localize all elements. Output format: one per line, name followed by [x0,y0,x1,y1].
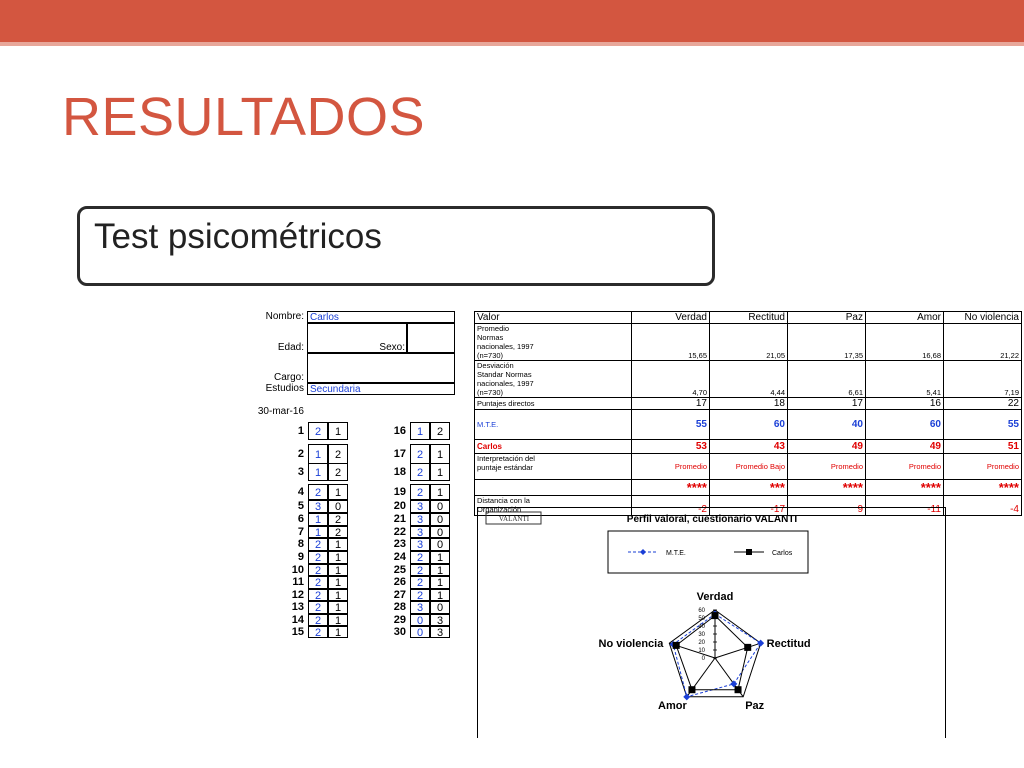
values-row-label-line: Organización [477,505,522,514]
values-row [475,324,1022,361]
values-cell: 21,05 [710,324,788,361]
answer-score-b: 1 [328,551,348,564]
values-row [475,398,1022,410]
values-row-label [475,440,632,454]
header-paz: Paz [788,312,866,324]
values-header-row [475,312,1022,324]
answer-number: 13 [291,601,304,613]
answer-score-a: 2 [308,601,328,614]
values-row-label-line: nacionales, 1997 [477,342,534,351]
answer-number: 10 [291,564,304,576]
answer-score-a: 1 [410,422,430,440]
answer-score-a: 3 [410,538,430,551]
values-cell: Promedio Bajo [710,454,788,480]
sexo-label: Sexo: [379,342,405,353]
values-row-label-line: Interpretación del [477,454,535,463]
answer-score-b: 1 [430,589,450,601]
answer-score-a: 2 [308,422,328,440]
answer-score-b: 0 [430,601,450,614]
answer-number: 19 [393,486,406,498]
answer-score-b: 1 [328,564,348,576]
radar-point-carlos [673,642,680,649]
valanti-logo: VALANTI [498,515,530,523]
values-row-label-line: (n=730) [477,388,504,397]
answer-number: 17 [393,448,406,460]
answer-score-b: 3 [430,614,450,626]
header-verdad: Verdad [632,312,710,324]
answer-score-b: 1 [328,422,348,440]
answer-score-a: 3 [308,500,328,513]
answer-score-b: 1 [430,564,450,576]
values-cell: 16 [866,398,944,410]
values-cell: **** [632,480,710,496]
answer-score-a: 1 [308,444,328,464]
answer-score-b: 1 [328,484,348,500]
answer-score-a: 2 [410,576,430,589]
radar-tick-label: 50 [698,616,705,622]
values-row-label-line: Standar Normas [477,370,532,379]
answer-number: 25 [393,564,406,576]
header-amor: Amor [866,312,944,324]
answer-score-a: 2 [308,538,328,551]
values-row-label [475,361,632,398]
estudios-value: Secundaria [307,383,455,395]
values-cell: 22 [944,398,1022,410]
values-cell: 17,35 [788,324,866,361]
values-row-label-line: (n=730) [477,351,504,360]
answer-score-b: 1 [430,484,450,500]
sexo-box [407,323,455,353]
answer-score-a: 2 [410,564,430,576]
answer-number: 23 [393,538,406,550]
values-row-label-line: puntaje estándar [477,463,533,472]
values-row [475,410,1022,440]
answer-score-a: 2 [308,576,328,589]
answer-score-a: 3 [410,513,430,526]
values-row-label [475,324,632,361]
radar-point-carlos [688,686,695,693]
date-label: 30-mar-16 [257,406,304,417]
answer-score-a: 1 [308,513,328,526]
radar-spoke [715,643,761,658]
legend-marker [746,549,752,555]
values-row [475,480,1022,496]
radar-point-carlos [735,686,742,693]
answer-score-a: 2 [410,551,430,564]
answer-score-b: 0 [430,500,450,513]
values-cell: 5,41 [866,361,944,398]
values-row-label [475,410,632,440]
radar-axis-label: Verdad [696,591,734,603]
values-cell: 49 [788,440,866,454]
answer-score-a: 1 [308,463,328,481]
answer-score-a: 2 [308,564,328,576]
answer-score-b: 1 [328,626,348,638]
radar-chart-box [477,507,946,738]
values-cell: 6,61 [788,361,866,398]
legend-label: M.T.E. [666,550,686,557]
answer-number: 4 [297,486,304,498]
answer-score-a: 1 [308,526,328,538]
answer-score-a: 2 [308,484,328,500]
radar-point-carlos [744,644,751,651]
answer-number: 21 [393,513,406,525]
values-row-label-line: Promedio [477,324,510,333]
radar-axis-label: Amor [658,699,687,712]
answer-score-b: 1 [328,538,348,551]
answer-number: 20 [393,500,406,512]
values-row-label-line: nacionales, 1997 [477,379,534,388]
values-table [474,311,1022,516]
radar-axis-label: No violencia [598,638,664,651]
nombre-label: Nombre: [265,311,304,322]
values-cell: 51 [944,440,1022,454]
cargo-box [307,353,455,383]
values-cell: **** [788,480,866,496]
answer-score-a: 2 [410,463,430,481]
values-cell: 53 [632,440,710,454]
cargo-label: Cargo: [273,372,304,383]
values-cell: 49 [866,440,944,454]
answer-score-b: 1 [430,444,450,464]
answer-score-a: 2 [308,614,328,626]
top-accent-bar [0,0,1024,42]
values-cell: **** [866,480,944,496]
values-cell: 60 [710,410,788,440]
answer-score-b: 1 [328,576,348,589]
values-cell: Promedio [632,454,710,480]
answer-score-b: 1 [328,589,348,601]
values-cell: 4,70 [632,361,710,398]
values-cell: *** [710,480,788,496]
answer-number: 15 [291,626,304,638]
values-cell: 17 [632,398,710,410]
values-cell: 40 [788,410,866,440]
values-row [475,454,1022,480]
answer-score-a: 2 [410,444,430,464]
values-row-label [475,398,632,410]
answer-number: 8 [297,538,304,550]
answer-number: 22 [393,526,406,538]
answer-number: 7 [297,526,304,538]
answer-score-b: 2 [328,444,348,464]
radar-tick-label: 20 [698,640,705,646]
subtitle-text: Test psicométricos [94,217,382,256]
values-cell: 7,19 [944,361,1022,398]
answer-score-a: 3 [410,601,430,614]
values-cell: 43 [710,440,788,454]
answer-score-b: 1 [328,614,348,626]
values-cell: 60 [866,410,944,440]
answer-number: 5 [297,500,304,512]
values-cell: 55 [944,410,1022,440]
answer-score-b: 2 [328,526,348,538]
values-cell: -2 [632,496,710,516]
answer-score-b: 2 [328,513,348,526]
answer-number: 27 [393,589,406,601]
answer-score-a: 0 [410,614,430,626]
answer-score-b: 1 [430,576,450,589]
answer-number: 18 [393,466,406,478]
answer-number: 12 [291,589,304,601]
answer-score-b: 0 [430,513,450,526]
answer-score-a: 2 [410,484,430,500]
answer-number: 11 [292,576,304,588]
answer-score-a: 0 [410,626,430,638]
subtitle-box [77,206,715,286]
values-cell: 15,65 [632,324,710,361]
values-cell: 18 [710,398,788,410]
radar-chart [478,508,947,739]
answer-score-a: 3 [410,526,430,538]
values-cell: 17 [788,398,866,410]
answer-number: 6 [297,513,304,525]
answer-score-b: 0 [430,538,450,551]
radar-tick-label: 10 [698,648,705,654]
answer-number: 26 [393,576,406,588]
answer-number: 28 [393,601,406,613]
values-cell: 55 [632,410,710,440]
chart-title: Perfil valoral, cuestionario VALANTI [626,514,798,525]
answer-number: 30 [393,626,406,638]
header-valor: Valor [475,312,632,324]
answer-score-b: 1 [430,463,450,481]
values-cell: -11 [866,496,944,516]
answer-score-b: 2 [430,422,450,440]
values-row [475,440,1022,454]
answer-score-b: 3 [430,626,450,638]
answer-score-a: 2 [308,551,328,564]
values-row [475,361,1022,398]
radar-tick-label: 60 [698,608,705,614]
radar-axis-label: Rectitud [766,638,811,651]
radar-tick-label: 0 [701,656,705,662]
values-row-label-line: Normas [477,333,504,342]
radar-axis-label: Paz [745,699,765,712]
values-cell: Promedio [944,454,1022,480]
answer-score-a: 2 [308,626,328,638]
values-row-label-line: Puntajes directos [477,399,535,408]
answer-number: 2 [297,448,304,460]
answer-score-b: 1 [430,551,450,564]
values-row-label [475,454,632,480]
values-cell: **** [944,480,1022,496]
values-cell: 4,44 [710,361,788,398]
estudios-label: Estudios [265,383,304,394]
answer-number: 9 [297,551,304,563]
values-cell: 9 [788,496,866,516]
answer-score-b: 1 [328,601,348,614]
answer-number: 29 [393,614,406,626]
answer-number: 3 [297,466,304,478]
top-accent-line [0,42,1024,46]
answer-score-b: 0 [328,500,348,513]
slide-title: RESULTADOS [62,87,426,147]
values-cell: Promedio [866,454,944,480]
values-cell: Promedio [788,454,866,480]
values-row-label-line: M.T.E. [477,420,499,429]
legend-label: Carlos [772,550,793,557]
answer-score-a: 2 [308,589,328,601]
radar-tick-label: 40 [698,624,705,630]
header-no-violencia: No violencia [944,312,1022,324]
radar-point-carlos [712,612,719,619]
answer-score-a: 2 [410,589,430,601]
values-row-label-line: Desviación [477,361,514,370]
answer-number: 16 [393,425,406,437]
values-cell: 16,68 [866,324,944,361]
answer-number: 24 [393,551,406,563]
values-row-label-line: Carlos [477,442,502,451]
values-cell: -4 [944,496,1022,516]
values-cell: -17 [710,496,788,516]
radar-tick-label: 30 [698,632,705,638]
values-cell: 21,22 [944,324,1022,361]
nombre-value: Carlos [307,311,455,323]
answer-score-b: 0 [430,526,450,538]
answer-number: 1 [297,425,304,437]
answer-score-b: 2 [328,463,348,481]
edad-label: Edad: [277,342,304,353]
header-rectitud: Rectitud [710,312,788,324]
values-row-label-line: Distancia con la [477,496,530,505]
radar-point-mte [757,640,764,647]
answer-score-a: 3 [410,500,430,513]
values-row-label [475,480,632,496]
answer-number: 14 [291,614,304,626]
